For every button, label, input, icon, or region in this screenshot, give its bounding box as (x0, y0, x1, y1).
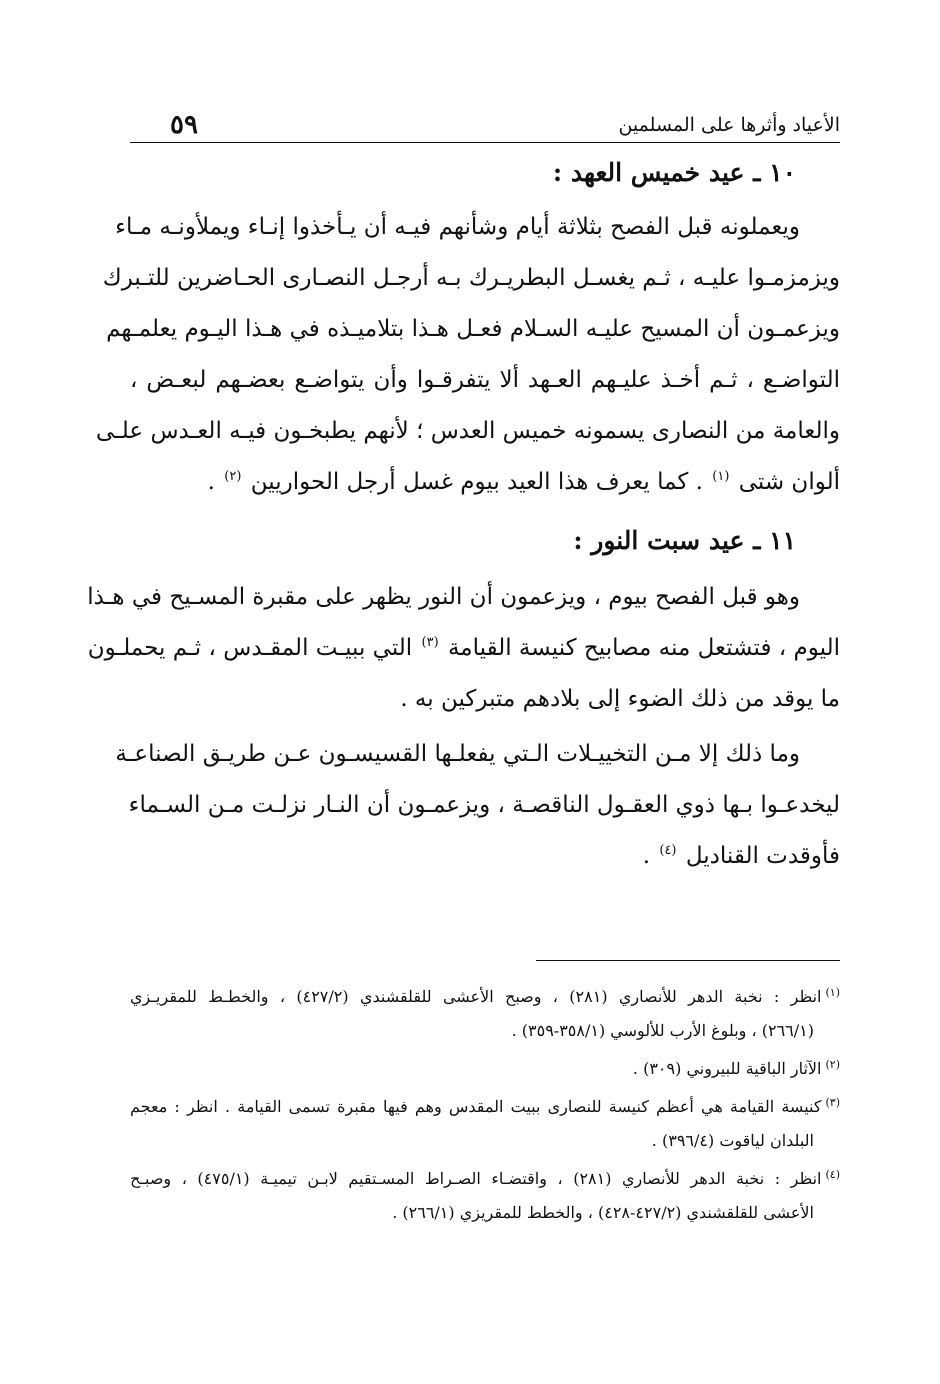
footnote-1 (130, 980, 840, 1014)
footnote-marker: (٣) (825, 1095, 840, 1109)
footnote-marker: (١) (825, 985, 841, 999)
footnote-separator (536, 960, 840, 961)
footnote-marker: (٢) (825, 1057, 840, 1071)
footnote-3-continued: البلدان لياقوت (٣٩٦/٤) . (651, 1131, 814, 1150)
footnote-ref-3[interactable]: (٣) (421, 635, 439, 651)
paragraph-line (130, 831, 840, 882)
footnote-text: الآثار الباقية للبيروني (٣٠٩) . (632, 1059, 822, 1078)
text-fragment: . كما يعرف هذا العيد بيوم غسل أرجل الحواريين (250, 469, 703, 495)
footnote-4 (130, 1162, 840, 1196)
paragraph-line: ويزمزمـوا عليـه ، ثـم يغسـل البطريـرك بـه أرجـل النصـارى الحـاضرين للتـبرك (102, 265, 840, 291)
paragraph-line: ليخدعـوا بـها ذوي العقـول الناقصـة ، ويزعمـون أن النـار نزلـت مـن السـماء (128, 792, 840, 818)
paragraph-line (87, 623, 840, 674)
paragraph-line: التواضـع ، ثـم أخـذ عليـهم العـهد ألا يتفرقـوا وأن يتواضـع بعضـهم لبعـض ، (130, 367, 840, 393)
footnote-ref-1[interactable]: (١) (712, 469, 730, 485)
paragraph-line: والعامة من النصارى يسمونه خميس العدس ؛ لأنهم يطبخـون فيـه العـدس علـى (95, 418, 840, 444)
paragraph-line: وما ذلك إلا مـن التخييـلات الـتي يفعلـها القسيسـون عـن طريـق الصناعـة (115, 741, 800, 767)
footnote-4-continued: الأعشى للقلقشندي (٤٢٧/٢-٤٢٨) ، والخطط للمقريزي (٢٦٦/١) . (392, 1203, 814, 1222)
text-fragment: ألوان شتى (738, 469, 840, 495)
text-fragment: . (642, 843, 651, 869)
footnote-3 (130, 1090, 840, 1124)
footnote-text: كنيسة القيامة هي أعظم كنيسة للنصارى ببيت المقدس وهم فيها مقبرة تسمى القيامة . انظر : معجم (130, 1097, 822, 1116)
paragraph-line: وهو قبل الفصح بيوم ، ويزعمون أن النور يظهر على مقبرة المسـيح في هـذا (87, 584, 800, 610)
footnote-ref-2[interactable]: (٢) (224, 469, 242, 485)
text-fragment: التي ببيـت المقـدس ، ثـم يحملـون (87, 635, 413, 661)
footnote-ref-4[interactable]: (٤) (659, 843, 677, 859)
footnote-text: انظر : نخبة الدهر للأنصاري (٢٨١) ، واقتضـاء الصـراط المسـتقيم لابـن تيميـة (٤٧٥/١) ، وصبـح (130, 1169, 822, 1188)
paragraph-line: ما يوقد من ذلك الضوء إلى بلادهم متبركين به . (400, 686, 840, 712)
paragraph-line (130, 457, 840, 508)
section-heading-11: ١١ ـ عيد سبت النور : (573, 526, 796, 555)
running-title: الأعياد وأثرها على المسلمين (618, 114, 840, 136)
footnote-marker: (٤) (825, 1167, 841, 1181)
running-header (130, 104, 840, 140)
page-number: ٥٩ (170, 110, 198, 140)
text-fragment: فأوقدت القناديل (685, 843, 840, 869)
footnotes (130, 980, 840, 1230)
footnote-2 (130, 1052, 840, 1086)
section-heading-10: ١٠ ـ عيد خميس العهد : (552, 158, 796, 187)
main-text (87, 148, 840, 882)
footnote-text: انظر : نخبة الدهر للأنصاري (٢٨١) ، وصبح الأعشى للقلقشندي (٤٢٧/٢) ، والخطـط للمقريـزي (130, 987, 822, 1006)
paragraph-line: ويعملونه قبل الفصح بثلاثة أيام وشأنهم فيـه أن يـأخذوا إنـاء ويملأونـه مـاء (115, 214, 800, 240)
paragraph-line: ويزعمـون أن المسيح عليـه السـلام فعـل هـذا بتلاميـذه في هـذا اليـوم يعلمـهم (106, 316, 840, 342)
text-fragment: اليوم ، فتشتعل منه مصابيح كنيسة القيامة (447, 635, 840, 661)
footnote-1-continued: (٢٦٦/١) ، وبلوغ الأرب للألوسي (٣٥٨/١-٣٥٩) . (511, 1021, 814, 1040)
text-fragment: . (207, 469, 215, 495)
header-rule (130, 142, 840, 143)
